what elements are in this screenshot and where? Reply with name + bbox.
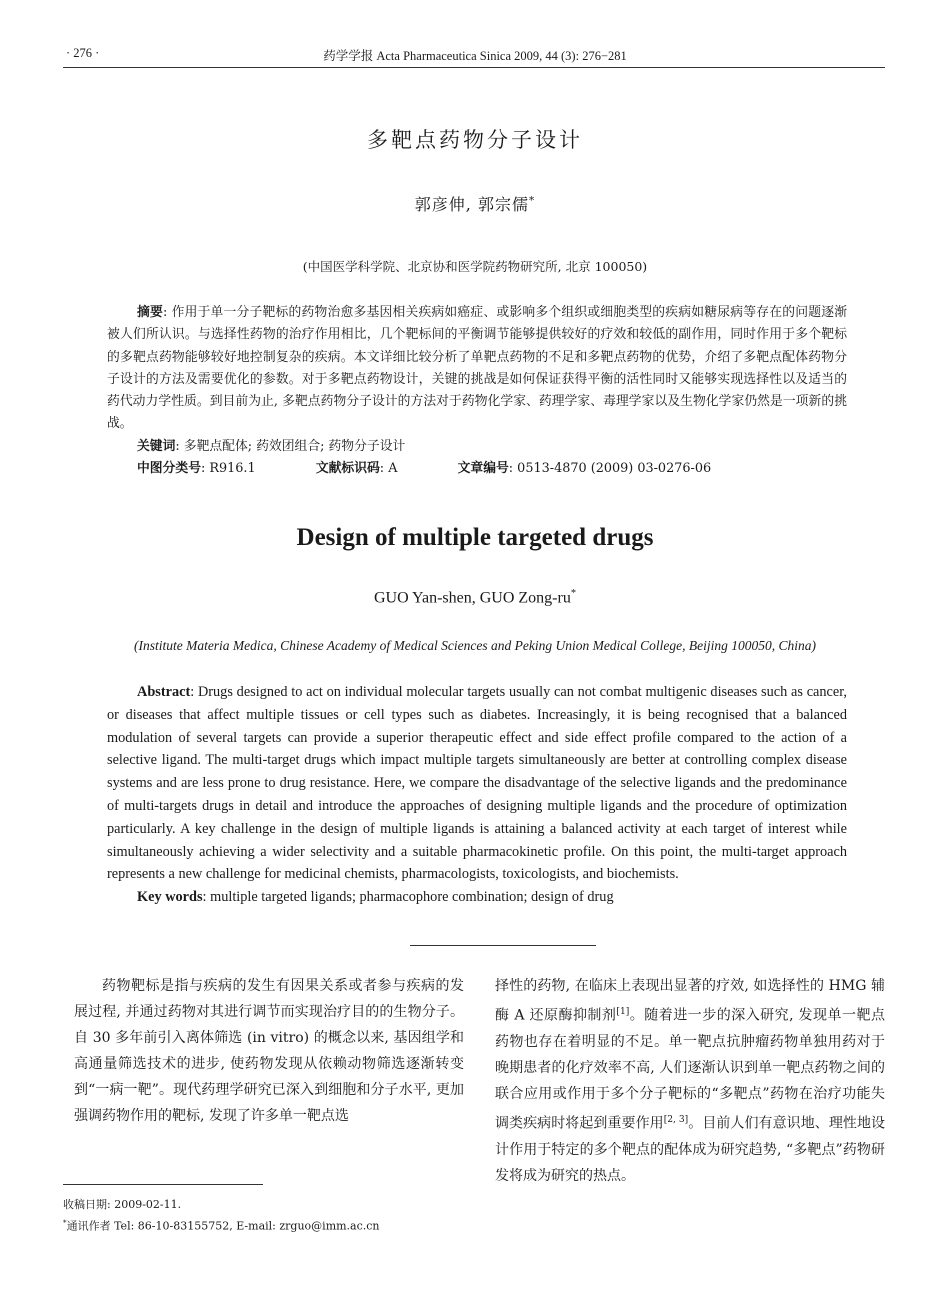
footnote-corresponding: *通讯作者 Tel: 86-10-83155752, E-mail: zrguo@imm.ac.cn — [63, 1218, 380, 1233]
en-abstract: Abstract: Drugs designed to act on individual molecular targets usually can not combat multigenic diseases such as cancer, or diseases that affect multiple tissues or cell types such as diabetes. Increasingly, it is being recognised that a balanced modulation of several targets can provide a superior therapeutic effect and side effect profile compared to the action of a selective ligand. The multi-target drugs which impact multiple targets simultaneously are better at controlling complex disease systems and are less prone to drug resistance. Here, we compare the disadvantage of the selective ligands and the predominance of multi-targets drugs in detail and introduce the approaches of designing multiple ligands and the procedure of optimization particularly. A key challenge in the design of multiple ligands is attaining a balanced activity at each target of interest while simultaneously achieving a wider selectivity and a suitable pharmacokinetic profile. On this point, the multi-target approach represents a new challenge for medicinal chemists, pharmacologists, toxicologists, and biochemists. Key words: multiple targeted ligands; pharmacophore combination; design of drug — [107, 681, 847, 909]
body-right-column: 择性的药物, 在临床上表现出显著的疗效, 如选择性的 HMG 辅酶 A 还原酶抑制剂[1]。随着进一步的深入研究, 发现单一靶点药物也存在着明显的不足。单一靶点抗肿瘤药物单独用药对于晚期患者的化疗效率不高, 人们逐渐认识到单一靶点药物之间的联合应用或作用于多个分子靶标的“多靶点”药物在治疗功能失调类疾病时将起到重要作用[2, 3]。目前人们有意识地、理性地设计作用于特定的多个靶点的配体成为研究趋势, “多靶点”药物研发将成为研究的热点。 — [495, 978, 886, 1184]
cn-keywords: 关键词: 多靶点配体; 药效团组合; 药物分子设计 — [137, 438, 406, 454]
cn-abstract-text: 作用于单一分子靶标的药物治愈多基因相关疾病如癌症、或影响多个组织或细胞类型的疾病如糖尿病等存在的问题逐渐被人们所认识。与选择性药物的治疗作用相比，几个靶标间的平衡调节能够提供较好的疗效和较低的副作用，同时作用于多个靶标的多靶点药物能够较好地控制复杂的疾病。本文详细比较分析了单靶点药物的不足和多靶点药物的优势，介绍了多靶点配体药物分子设计的方法及需要优化的参数。对于多靶点药物设计，关键的挑战是如何保证获得平衡的活性同时又能够实现选择性以及适当的药代动力学性质。到目前为止, 多靶点药物分子设计的方法对于药物化学家、药理学家、毒理学家以及生物化学家仍然是一项新的挑战。 — [107, 305, 848, 432]
cn-affiliation: (中国医学科学院、北京协和医学院药物研究所, 北京 100050) — [302, 259, 648, 274]
footnote-rule — [63, 1184, 263, 1185]
cn-abstract-label: 摘要 — [137, 305, 163, 320]
en-affiliation: (Institute Materia Medica, Chinese Academy of Medical Sciences and Peking Union Medical College, Beijing 100050, China) — [133, 638, 817, 653]
body-left-column: 药物靶标是指与疾病的发生有因果关系或者参与疾病的发展过程, 并通过药物对其进行调节而实现治疗目的的生物分子。自 30 多年前引入离体筛选 (in vitro) 的概念以来, 基因组学和高通量筛选技术的进步, 使药物发现从依赖动物筛选逐渐转变到“一病一靶”。现代药理学研究已深入到细胞和分子水平, 更加强调药物作用的靶标, 发现了许多单一靶点选 — [74, 978, 464, 1125]
en-abstract-label: Abstract — [137, 684, 191, 700]
header-rule — [63, 67, 885, 68]
en-title: Design of multiple targeted drugs — [296, 524, 654, 551]
footnote-received: 收稿日期: 2009-02-11. — [63, 1198, 182, 1211]
en-abstract-text: Drugs designed to act on individual molecular targets usually can not combat multigenic diseases such as cancer, or diseases that affect multiple tissues or cell types such as diabetes. Increasingly, it is being recognised that a balanced modulation of several targets can provide a superior therapeutic effect and side effect profile compared to the action of a selective ligand. The multi-target drugs which impact multiple targets simultaneously are better at controlling complex disease systems and are less prone to drug resistance. Here, we compare the disadvantage of the selective ligands and the predominance of multi-targets drugs in detail and introduce the approaches of designing multiple ligands and the procedure of optimization particularly. A key challenge in the design of multiple ligands is attaining a balanced activity at each target of interest while simultaneously achieving a wider selectivity and a suitable pharmacokinetic profile. On this point, the multi-target approach represents a new challenge for medicinal chemists, pharmacologists, toxicologists, and biochemists. — [107, 684, 848, 883]
cn-abstract: 摘要: 作用于单一分子靶标的药物治愈多基因相关疾病如癌症、或影响多个组织或细胞类型的疾病如糖尿病等存在的问题逐渐被人们所认识。与选择性药物的治疗作用相比，几个靶标间的平衡调节能够提供较好的疗效和较低的副作用，同时作用于多个靶标的多靶点药物能够较好地控制复杂的疾病。本文详细比较分析了单靶点药物的不足和多靶点药物的优势，介绍了多靶点配体药物分子设计的方法及需要优化的参数。对于多靶点药物设计，关键的挑战是如何保证获得平衡的活性同时又能够实现选择性以及适当的药代动力学性质。到目前为止, 多靶点药物分子设计的方法对于药物化学家、药理学家、毒理学家以及生物化学家仍然是一项新的挑战。 关键词: 多靶点配体; 药效团组合; 药物分子设计 中图分类号: R916.1 文献标识码: A 文章编号: 0513-4870 (2009) 03-0276-06 — [107, 302, 847, 480]
journal-header: 药学学报 Acta Pharmaceutica Sinica 2009, 44 (3): 276−281 — [323, 49, 627, 63]
section-divider — [410, 945, 596, 946]
en-authors: GUO Yan-shen, GUO Zong-ru* — [373, 588, 577, 607]
cn-authors: 郭彦伸, 郭宗儒* — [414, 194, 536, 214]
cn-title: 多靶点药物分子设计 — [367, 128, 583, 152]
en-keywords: Key words: multiple targeted ligands; pharmacophore combination; design of drug — [137, 889, 614, 906]
page-number: · 276 · — [66, 46, 100, 60]
cn-classification: 中图分类号: R916.1 文献标识码: A 文章编号: 0513-4870 (2009) 03-0276-06 — [137, 461, 712, 477]
